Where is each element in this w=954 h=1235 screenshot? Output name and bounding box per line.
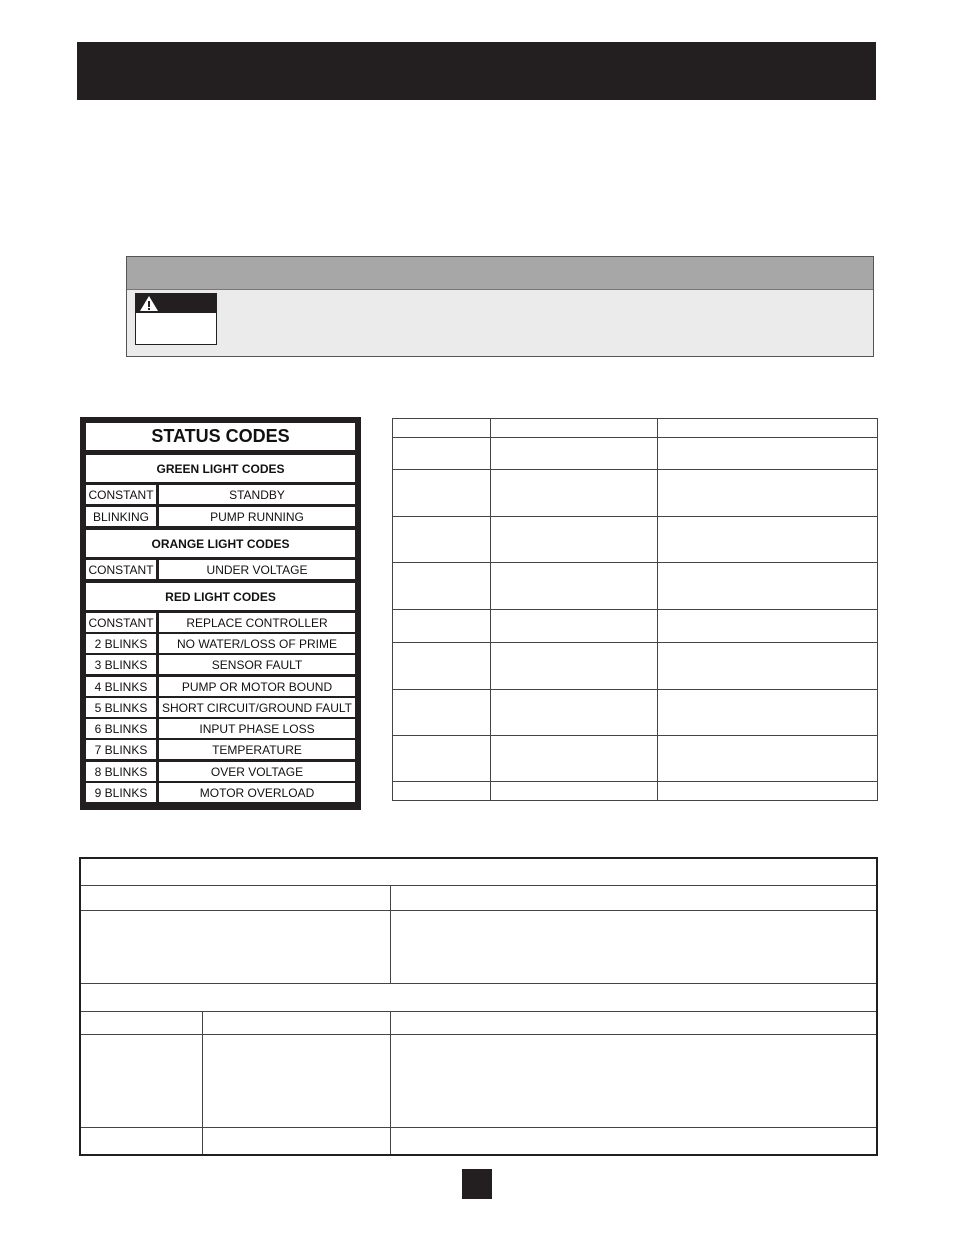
table-row bbox=[393, 690, 878, 736]
orange-light-heading: ORANGE LIGHT CODES bbox=[86, 530, 355, 557]
green-meaning-cell: PUMP RUNNING bbox=[159, 507, 355, 526]
green-light-heading: GREEN LIGHT CODES bbox=[86, 455, 355, 482]
red-code-cell: 4 BLINKS bbox=[86, 677, 156, 696]
table-row bbox=[393, 610, 878, 643]
warning-box bbox=[126, 256, 874, 357]
red-code-cell: 7 BLINKS bbox=[86, 740, 156, 759]
table-row bbox=[80, 1034, 877, 1127]
status-codes-label bbox=[80, 417, 361, 810]
red-meaning-cell: OVER VOLTAGE bbox=[159, 762, 355, 781]
green-code-cell: CONSTANT bbox=[86, 485, 156, 504]
red-code-cell: 5 BLINKS bbox=[86, 698, 156, 717]
green-meaning-cell: STANDBY bbox=[159, 485, 355, 504]
page-number-box bbox=[462, 1169, 492, 1199]
warning-label-band bbox=[136, 294, 216, 313]
table-row bbox=[393, 470, 878, 517]
table-row bbox=[80, 910, 877, 983]
table-row bbox=[80, 1127, 877, 1155]
bottom-specification-table bbox=[79, 857, 878, 1156]
section-header-bar bbox=[77, 42, 876, 100]
table-row bbox=[80, 858, 877, 885]
table-row bbox=[393, 419, 878, 438]
red-code-cell: 8 BLINKS bbox=[86, 762, 156, 781]
red-meaning-cell: SENSOR FAULT bbox=[159, 655, 355, 674]
table-row bbox=[80, 885, 877, 910]
orange-meaning-cell: UNDER VOLTAGE bbox=[159, 560, 355, 579]
green-code-cell: BLINKING bbox=[86, 507, 156, 526]
red-meaning-cell: INPUT PHASE LOSS bbox=[159, 719, 355, 738]
red-meaning-cell: PUMP OR MOTOR BOUND bbox=[159, 677, 355, 696]
red-code-cell: 3 BLINKS bbox=[86, 655, 156, 674]
red-light-heading: RED LIGHT CODES bbox=[86, 583, 355, 610]
status-codes-title: STATUS CODES bbox=[86, 423, 355, 450]
status-code-detail-table bbox=[392, 418, 878, 801]
red-code-cell: 6 BLINKS bbox=[86, 719, 156, 738]
table-row bbox=[393, 782, 878, 801]
red-code-cell: 9 BLINKS bbox=[86, 783, 156, 802]
table-row bbox=[393, 736, 878, 782]
table-row bbox=[80, 983, 877, 1011]
warning-label bbox=[135, 293, 217, 345]
table-row bbox=[393, 643, 878, 690]
warning-box-header bbox=[127, 257, 873, 290]
red-meaning-cell: SHORT CIRCUIT/GROUND FAULT bbox=[159, 698, 355, 717]
table-row bbox=[393, 563, 878, 610]
red-meaning-cell: NO WATER/LOSS OF PRIME bbox=[159, 634, 355, 653]
red-code-cell: CONSTANT bbox=[86, 613, 156, 632]
red-meaning-cell: TEMPERATURE bbox=[159, 740, 355, 759]
table-row bbox=[80, 1011, 877, 1034]
warning-triangle-icon bbox=[139, 295, 159, 312]
red-meaning-cell: REPLACE CONTROLLER bbox=[159, 613, 355, 632]
table-row bbox=[393, 438, 878, 470]
orange-code-cell: CONSTANT bbox=[86, 560, 156, 579]
red-meaning-cell: MOTOR OVERLOAD bbox=[159, 783, 355, 802]
red-code-cell: 2 BLINKS bbox=[86, 634, 156, 653]
table-row bbox=[393, 517, 878, 563]
